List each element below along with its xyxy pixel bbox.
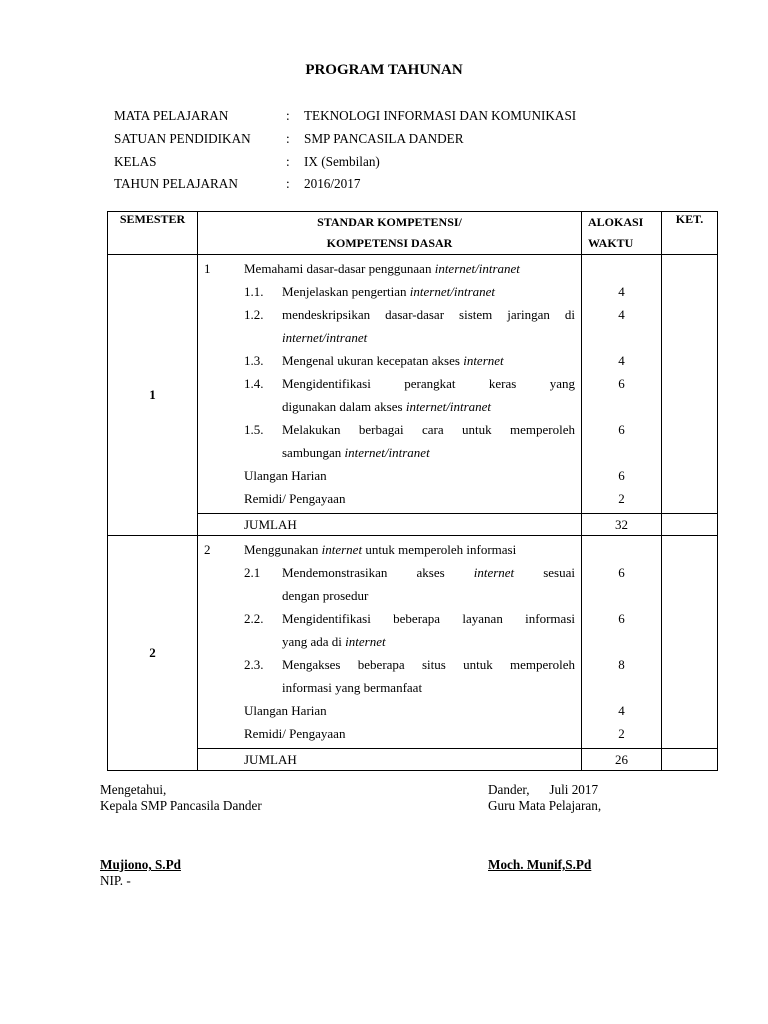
semester-1-jumlah-row: JUMLAH 32	[108, 514, 718, 536]
semester-2-label: 2	[108, 536, 198, 771]
semester-2-jumlah-row: JUMLAH 26	[108, 749, 718, 771]
document-title: PROGRAM TAHUNAN	[305, 62, 463, 78]
identity-block	[114, 105, 576, 196]
info-row-subject: MATA PELAJARAN : TEKNOLOGI INFORMASI DAN KOMUNIKASI	[114, 108, 577, 124]
kd-2-1: 2.1 Mendemonstrasikan akses internet sesuai	[244, 565, 575, 580]
info-row-year: TAHUN PELAJARAN : 2016/2017	[114, 176, 361, 192]
semester-1-row	[108, 255, 718, 514]
ulangan-harian-2: Ulangan Harian	[244, 703, 327, 718]
sk-1: 1 Memahami dasar-dasar penggunaan internet/intranet	[204, 261, 520, 276]
info-row-class: KELAS : IX (Sembilan)	[114, 153, 380, 169]
kd-1-4: 1.4. Mengidentifikasi perangkat keras yang	[244, 376, 575, 391]
semester-2-total: 26	[582, 749, 662, 771]
header-semester: SEMESTER	[108, 212, 198, 255]
kd-1-2: 1.2. mendeskripsikan dasar-dasar sistem jaringan di	[244, 307, 575, 322]
semester-2-alokasi: 6 6 8 4 2	[582, 536, 662, 749]
signature-right: Dander, Juli 2017 Guru Mata Pelajaran,	[488, 782, 602, 813]
header-keterangan: KET.	[662, 212, 718, 255]
kd-1-3: 1.3. Mengenal ukuran kecepatan akses internet	[244, 353, 504, 368]
semester-2-ket	[662, 536, 718, 749]
semester-1-label: 1	[108, 255, 198, 536]
semester-2-row	[108, 536, 718, 749]
table-header-row	[108, 212, 718, 255]
signature-left: Mengetahui, Kepala SMP Pancasila Dander	[100, 782, 262, 813]
semester-1-total: 32	[582, 514, 662, 536]
semester-1-competencies: 1 Memahami dasar-dasar penggunaan internet/intranet 1.1. Menjelaskan pengertian internet/intranet 1.2. mendeskripsikan dasar-dasar sistem jaringan di internet/intranet 1.3. Mengenal ukuran kecepatan akses internet 1.4. Mengidentifikasi perangkat keras yang digunakan dalam akses internet/intranet 1.5. Melakukan berbagai cara untuk memperoleh sambungan internet/intranet Ulangan Harian Remidi/ Pengayaan	[198, 255, 582, 514]
semester-2-competencies: 2 Menggunakan internet untuk memperoleh informasi 2.1 Mendemonstrasikan akses internet sesuai dengan prosedur 2.2. Mengidentifikasi beberapa layanan informasi yang ada di internet 2.3. Mengakses beberapa situs untuk memperoleh informasi yang bermanfaat Ulangan Harian Remidi/ Pengayaan	[198, 536, 582, 749]
semester-1-ket	[662, 255, 718, 514]
kd-1-5: 1.5. Melakukan berbagai cara untuk memperoleh	[244, 422, 575, 437]
kd-1-1: 1.1. Menjelaskan pengertian internet/intranet	[244, 284, 496, 299]
remidi-2: Remidi/ Pengayaan	[244, 726, 346, 741]
signature-left-name: Mujiono, S.Pd NIP. -	[100, 857, 181, 888]
kd-2-3: 2.3. Mengakses beberapa situs untuk memperoleh	[244, 657, 575, 672]
info-row-school: SATUAN PENDIDIKAN : SMP PANCASILA DANDER	[114, 131, 464, 147]
remidi-1: Remidi/ Pengayaan	[244, 491, 346, 506]
signature-right-name: Moch. Munif,S.Pd	[488, 857, 592, 872]
header-standar-kompetensi: STANDAR KOMPETENSI/ KOMPETENSI DASAR	[198, 212, 582, 255]
header-alokasi-waktu: ALOKASI WAKTU	[582, 212, 662, 255]
program-table	[107, 211, 718, 771]
sk-2: 2 Menggunakan internet untuk memperoleh informasi	[204, 542, 517, 557]
kd-2-2: 2.2. Mengidentifikasi beberapa layanan informasi	[244, 611, 575, 626]
semester-1-alokasi: 4 4 4 6 6 6 2	[582, 255, 662, 514]
ulangan-harian-1: Ulangan Harian	[244, 468, 327, 483]
